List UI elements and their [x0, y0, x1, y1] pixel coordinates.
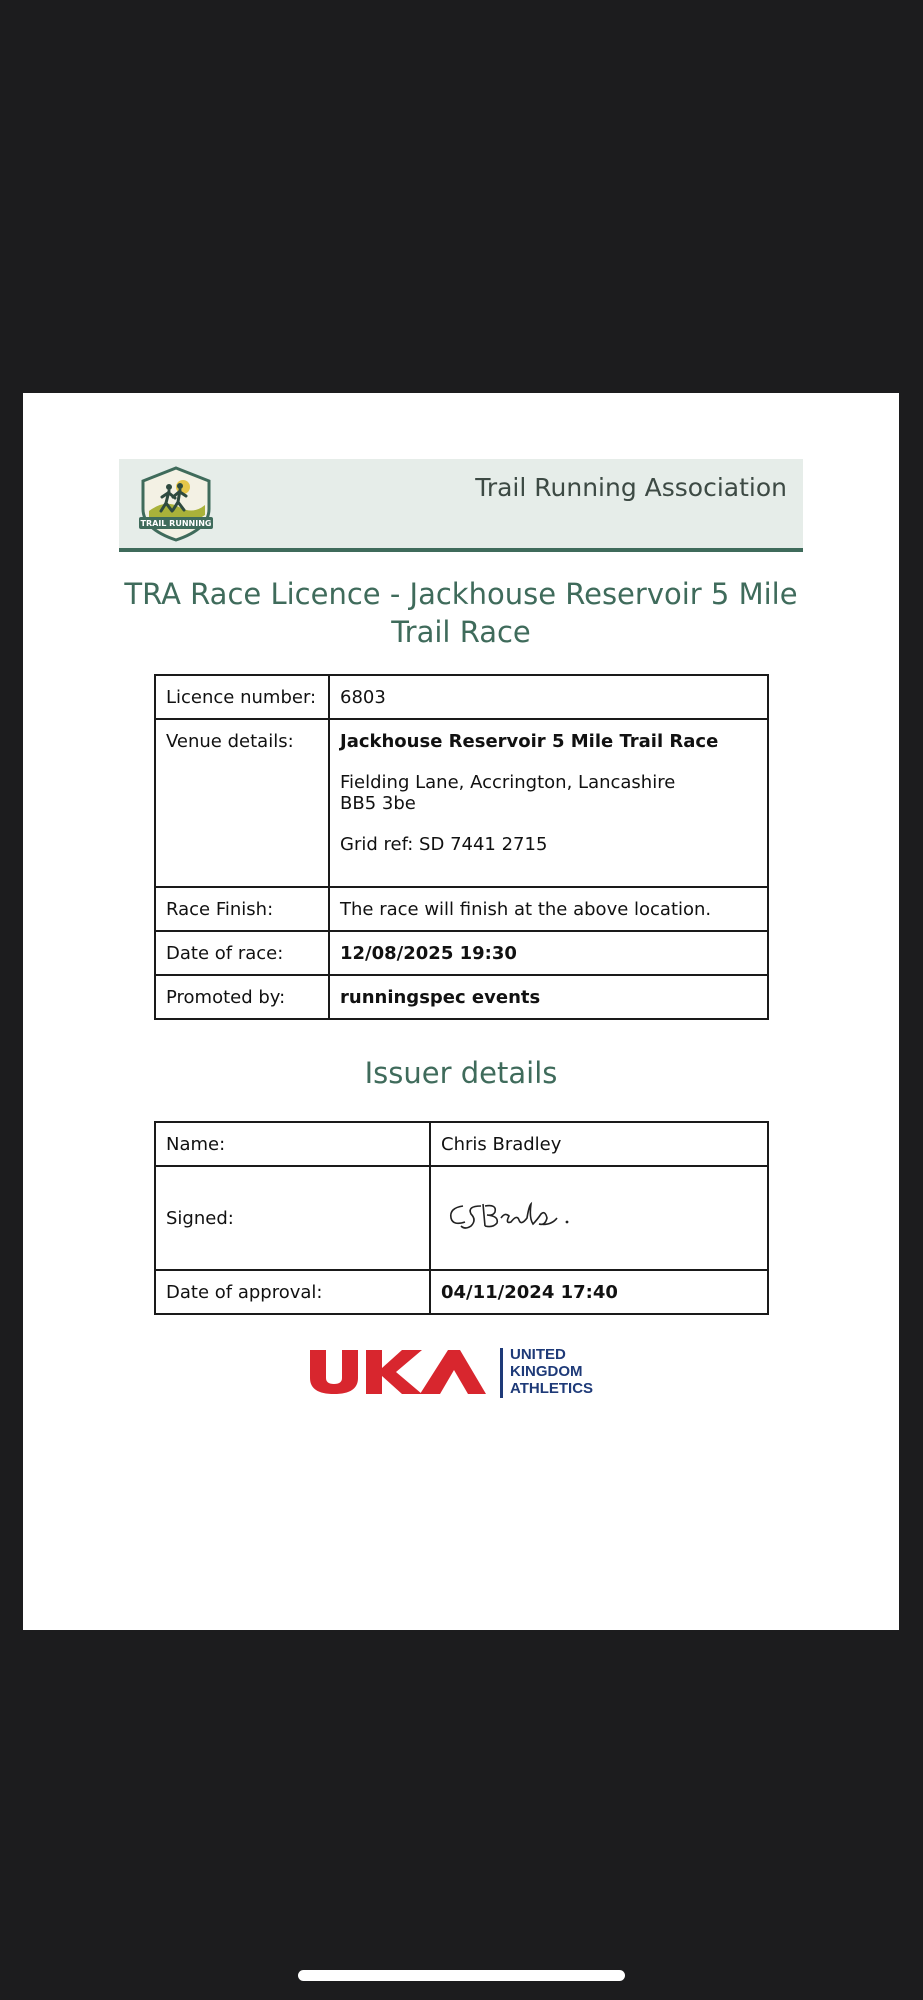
issuer-name-value: Chris Bradley	[430, 1122, 768, 1166]
issuer-name-label: Name:	[155, 1122, 430, 1166]
race-date-label: Date of race:	[155, 931, 329, 975]
promoted-by-label: Promoted by:	[155, 975, 329, 1019]
document-title: TRA Race Licence - Jackhouse Reservoir 5 Mile Trail Race	[124, 577, 798, 649]
race-finish-row	[155, 887, 768, 931]
race-finish-label: Race Finish:	[155, 887, 329, 931]
venue-label: Venue details:	[155, 719, 329, 887]
uka-line-3: ATHLETICS	[510, 1380, 594, 1397]
issuer-signed-label: Signed:	[155, 1166, 430, 1270]
race-date-value: 12/08/2025 19:30	[329, 931, 768, 975]
licence-number-label: Licence number:	[155, 675, 329, 719]
uka-line-1: UNITED	[510, 1346, 566, 1363]
issuer-name-row	[155, 1122, 768, 1166]
approval-date-value: 04/11/2024 17:40	[430, 1270, 768, 1314]
venue-address-line2: BB5 3be	[340, 793, 416, 814]
venue-address-line1: Fielding Lane, Accrington, Lancashire	[340, 772, 676, 793]
organisation-name: Trail Running Association	[475, 473, 787, 502]
approval-date-label: Date of approval:	[155, 1270, 430, 1314]
promoted-by-value: runningspec events	[329, 975, 768, 1019]
header-banner	[119, 459, 803, 552]
promoted-by-row	[155, 975, 768, 1019]
race-date-row	[155, 931, 768, 975]
uka-divider	[500, 1348, 503, 1398]
venue-row	[155, 719, 768, 887]
uka-letters-icon	[308, 1346, 488, 1396]
venue-details	[329, 719, 768, 887]
uka-logo	[308, 1346, 628, 1402]
venue-name: Jackhouse Reservoir 5 Mile Trail Race	[340, 731, 719, 752]
approval-date-row	[155, 1270, 768, 1314]
uka-line-2: KINGDOM	[510, 1363, 583, 1380]
issuer-table	[154, 1121, 769, 1315]
licence-number-value: 6803	[329, 675, 768, 719]
issuer-signed-row	[155, 1166, 768, 1270]
licence-table	[154, 674, 769, 1020]
issuer-signature-cell	[430, 1166, 768, 1270]
licence-document	[23, 393, 899, 1630]
licence-number-row	[155, 675, 768, 719]
uka-wordmark	[510, 1346, 593, 1397]
race-finish-value: The race will finish at the above location.	[329, 887, 768, 931]
home-indicator[interactable]	[298, 1970, 625, 1981]
signature-icon	[441, 1196, 591, 1236]
trail-running-logo-icon	[135, 465, 217, 543]
issuer-heading: Issuer details	[364, 1056, 558, 1090]
logo-text: TRAIL RUNNING	[140, 519, 212, 528]
venue-grid-ref: Grid ref: SD 7441 2715	[340, 834, 548, 855]
